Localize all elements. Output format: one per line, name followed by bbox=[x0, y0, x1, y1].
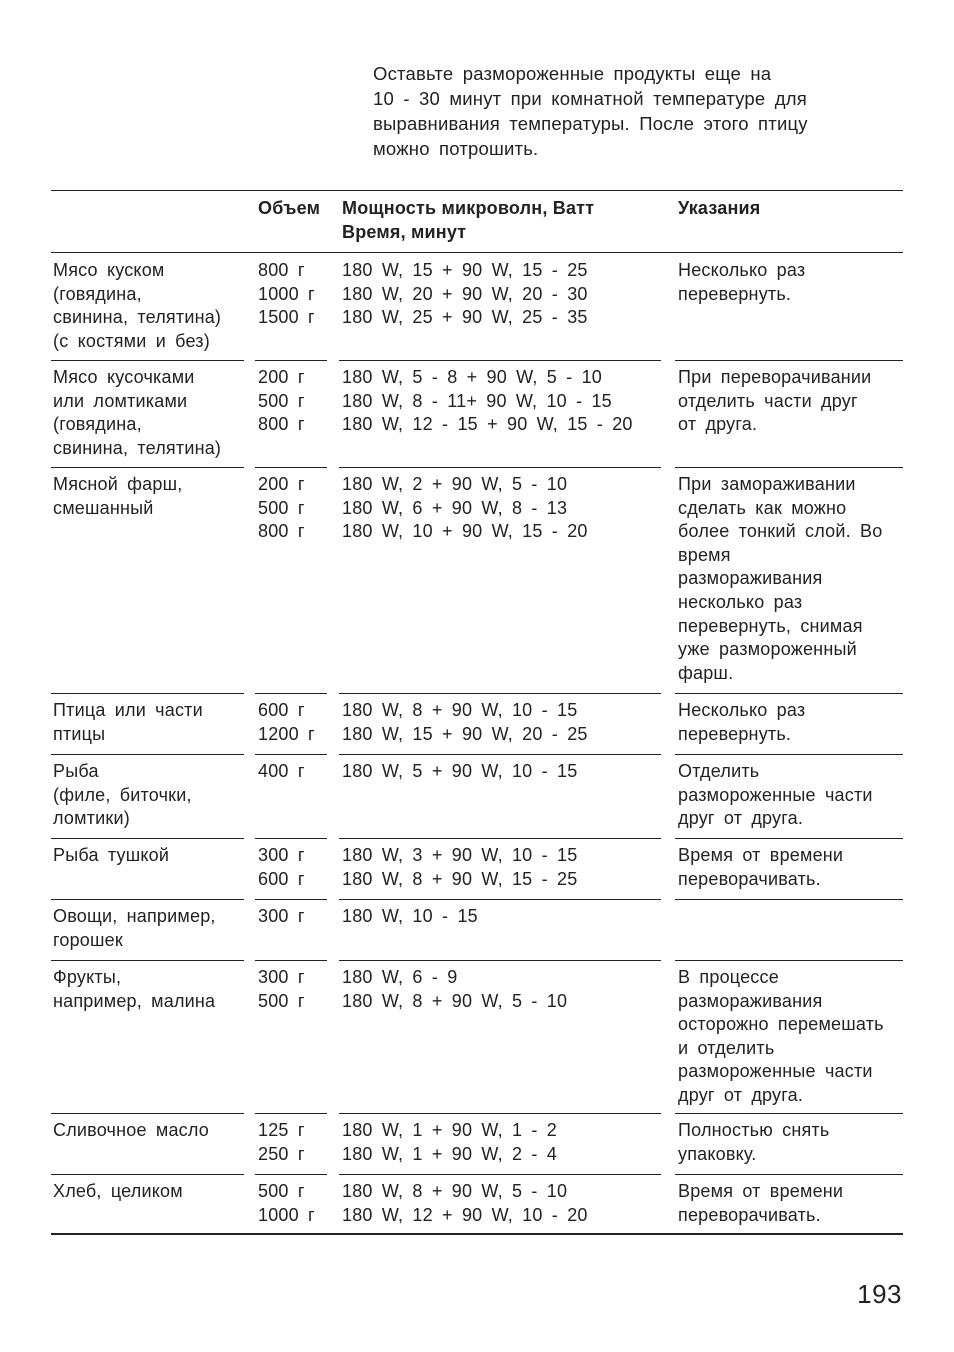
volume-line: 500 г bbox=[258, 497, 305, 518]
notes-line: В процессе bbox=[678, 967, 779, 987]
power-line: 180 W, 8 + 90 W, 15 - 25 bbox=[342, 868, 578, 889]
cell-volume bbox=[258, 760, 336, 784]
notes-line: Полностью снять bbox=[678, 1120, 830, 1140]
notes-line: При замораживании bbox=[678, 474, 856, 494]
cell-volume bbox=[258, 699, 336, 746]
cell-volume bbox=[258, 905, 336, 929]
power-line: 180 W, 3 + 90 W, 10 - 15 bbox=[342, 845, 578, 865]
cell-notes bbox=[678, 966, 903, 1108]
notes-line: Несколько раз bbox=[678, 700, 806, 720]
power-line: 180 W, 5 - 8 + 90 W, 5 - 10 bbox=[342, 367, 603, 387]
product-line: Фрукты, bbox=[53, 967, 122, 987]
notes-line: размораживания bbox=[678, 568, 823, 589]
volume-line: 500 г bbox=[258, 390, 305, 411]
cell-volume bbox=[258, 966, 336, 1013]
product-line: или ломтиками bbox=[53, 390, 188, 411]
cell-power bbox=[342, 259, 672, 330]
volume-line: 1500 г bbox=[258, 307, 315, 328]
power-line: 180 W, 5 + 90 W, 10 - 15 bbox=[342, 761, 578, 781]
intro-line: 10 - 30 минут при комнатной температуре для bbox=[373, 88, 807, 109]
table-body bbox=[51, 253, 903, 1233]
notes-line: отделить части друг bbox=[678, 390, 858, 411]
product-line: ломтики) bbox=[53, 808, 130, 829]
cell-power bbox=[342, 1119, 672, 1166]
volume-line: 500 г bbox=[258, 1181, 305, 1201]
notes-line: друг от друга. bbox=[678, 808, 804, 829]
notes-line: уже размороженный bbox=[678, 639, 857, 660]
volume-line: 125 г bbox=[258, 1120, 305, 1140]
table-row bbox=[51, 1174, 903, 1233]
volume-line: 200 г bbox=[258, 367, 305, 387]
product-line: (с костями и без) bbox=[53, 330, 210, 351]
cell-product bbox=[53, 905, 249, 952]
notes-line: размороженные части bbox=[678, 784, 873, 805]
product-line: Мясной фарш, bbox=[53, 474, 183, 494]
page-number: 193 bbox=[857, 1279, 902, 1309]
volume-line: 1000 г bbox=[258, 283, 315, 304]
volume-line: 1200 г bbox=[258, 723, 315, 744]
volume-line: 300 г bbox=[258, 906, 305, 926]
table-header-row bbox=[51, 191, 903, 253]
product-line: (филе, биточки, bbox=[53, 784, 192, 805]
power-line: 180 W, 1 + 90 W, 2 - 4 bbox=[342, 1143, 557, 1164]
product-line: смешанный bbox=[53, 497, 154, 518]
volume-line: 600 г bbox=[258, 700, 305, 720]
power-line: 180 W, 15 + 90 W, 15 - 25 bbox=[342, 260, 588, 280]
header-power-line1: Мощность микроволн, Ватт bbox=[342, 198, 595, 218]
intro-line: можно потрошить. bbox=[373, 138, 539, 159]
notes-line: сделать как можно bbox=[678, 497, 847, 518]
cell-product bbox=[53, 699, 249, 746]
notes-line: размороженные части bbox=[678, 1061, 873, 1082]
table-row bbox=[51, 899, 903, 960]
power-line: 180 W, 10 - 15 bbox=[342, 906, 478, 926]
product-line: Рыба тушкой bbox=[53, 845, 170, 865]
cell-product bbox=[53, 966, 249, 1013]
power-line: 180 W, 1 + 90 W, 1 - 2 bbox=[342, 1120, 557, 1140]
power-line: 180 W, 6 + 90 W, 8 - 13 bbox=[342, 497, 568, 518]
notes-line: упаковку. bbox=[678, 1143, 757, 1164]
volume-line: 200 г bbox=[258, 474, 305, 494]
cell-product bbox=[53, 844, 249, 868]
product-line: свинина, телятина) bbox=[53, 437, 222, 458]
header-volume: Объем bbox=[258, 198, 321, 218]
table-row bbox=[51, 754, 903, 838]
table-row bbox=[51, 360, 903, 467]
product-line: Рыба bbox=[53, 761, 99, 781]
cell-product bbox=[53, 366, 249, 460]
power-line: 180 W, 8 + 90 W, 5 - 10 bbox=[342, 1181, 568, 1201]
table-row bbox=[51, 693, 903, 754]
volume-line: 250 г bbox=[258, 1143, 305, 1164]
product-line: Мясо куском bbox=[53, 260, 165, 280]
notes-line: переворачивать. bbox=[678, 1204, 821, 1225]
notes-line: размораживания bbox=[678, 990, 823, 1011]
notes-line: перевернуть. bbox=[678, 723, 792, 744]
cell-volume bbox=[258, 259, 336, 330]
volume-line: 800 г bbox=[258, 521, 305, 542]
cell-volume bbox=[258, 1180, 336, 1227]
notes-line: перевернуть. bbox=[678, 283, 792, 304]
table-row bbox=[51, 838, 903, 899]
power-line: 180 W, 8 + 90 W, 10 - 15 bbox=[342, 700, 578, 720]
notes-line: время bbox=[678, 544, 731, 565]
cell-notes bbox=[678, 366, 903, 437]
notes-line: переворачивать. bbox=[678, 868, 821, 889]
power-line: 180 W, 6 - 9 bbox=[342, 967, 458, 987]
cell-notes bbox=[678, 699, 903, 746]
notes-line: от друга. bbox=[678, 414, 758, 435]
power-line: 180 W, 8 + 90 W, 5 - 10 bbox=[342, 990, 568, 1011]
header-power-line2: Время, минут bbox=[342, 221, 467, 242]
intro-line: Оставьте размороженные продукты еще на bbox=[373, 63, 772, 84]
notes-line: осторожно перемешать bbox=[678, 1014, 884, 1035]
cell-notes bbox=[678, 473, 903, 685]
product-line: горошек bbox=[53, 929, 123, 950]
cell-volume bbox=[258, 366, 336, 437]
table-row bbox=[51, 1113, 903, 1174]
volume-line: 600 г bbox=[258, 868, 305, 889]
cell-volume bbox=[258, 473, 336, 544]
notes-line: друг от друга. bbox=[678, 1084, 804, 1105]
header-notes: Указания bbox=[678, 198, 761, 218]
cell-product bbox=[53, 473, 249, 520]
volume-line: 800 г bbox=[258, 414, 305, 435]
cell-power bbox=[342, 1180, 672, 1227]
cell-product bbox=[53, 1119, 249, 1143]
cell-notes bbox=[678, 259, 903, 306]
product-line: Сливочное масло bbox=[53, 1120, 209, 1140]
cell-product bbox=[53, 1180, 249, 1204]
cell-power bbox=[342, 760, 672, 784]
cell-power bbox=[342, 699, 672, 746]
cell-product bbox=[53, 259, 249, 353]
cell-power bbox=[342, 844, 672, 891]
header-power bbox=[342, 197, 672, 244]
notes-line: более тонкий слой. Во bbox=[678, 521, 883, 542]
intro-paragraph bbox=[373, 61, 865, 161]
cell-volume bbox=[258, 844, 336, 891]
power-line: 180 W, 8 - 11+ 90 W, 10 - 15 bbox=[342, 390, 612, 411]
notes-line: несколько раз bbox=[678, 591, 803, 612]
product-line: Овощи, например, bbox=[53, 906, 216, 926]
power-line: 180 W, 2 + 90 W, 5 - 10 bbox=[342, 474, 568, 494]
volume-line: 300 г bbox=[258, 967, 305, 987]
notes-line: фарш. bbox=[678, 662, 734, 683]
power-line: 180 W, 25 + 90 W, 25 - 35 bbox=[342, 307, 588, 328]
notes-line: Несколько раз bbox=[678, 260, 806, 280]
intro-line: выравнивания температуры. После этого птицу bbox=[373, 113, 808, 134]
cell-notes bbox=[678, 1180, 903, 1227]
table-row bbox=[51, 253, 903, 360]
cell-power bbox=[342, 366, 672, 437]
cell-notes bbox=[678, 844, 903, 891]
notes-line: перевернуть, снимая bbox=[678, 615, 863, 636]
volume-line: 500 г bbox=[258, 990, 305, 1011]
notes-line: Отделить bbox=[678, 761, 760, 781]
cell-notes bbox=[678, 760, 903, 831]
notes-line: Время от времени bbox=[678, 845, 844, 865]
product-line: свинина, телятина) bbox=[53, 307, 222, 328]
cell-product bbox=[53, 760, 249, 831]
power-line: 180 W, 10 + 90 W, 15 - 20 bbox=[342, 521, 588, 542]
cell-power bbox=[342, 966, 672, 1013]
product-line: например, малина bbox=[53, 990, 216, 1011]
cell-volume bbox=[258, 1119, 336, 1166]
power-line: 180 W, 20 + 90 W, 20 - 30 bbox=[342, 283, 588, 304]
table-row bbox=[51, 960, 903, 1113]
cell-notes bbox=[678, 1119, 903, 1166]
product-line: Птица или части bbox=[53, 700, 203, 720]
product-line: Хлеб, целиком bbox=[53, 1181, 183, 1201]
power-line: 180 W, 12 - 15 + 90 W, 15 - 20 bbox=[342, 414, 633, 435]
notes-line: Время от времени bbox=[678, 1181, 844, 1201]
cell-power bbox=[342, 473, 672, 544]
defrost-table bbox=[51, 190, 903, 1235]
cell-power bbox=[342, 905, 672, 929]
notes-line: При переворачивании bbox=[678, 367, 872, 387]
product-line: (говядина, bbox=[53, 283, 142, 304]
volume-line: 800 г bbox=[258, 260, 305, 280]
product-line: Мясо кусочками bbox=[53, 367, 195, 387]
power-line: 180 W, 15 + 90 W, 20 - 25 bbox=[342, 723, 588, 744]
table-row bbox=[51, 467, 903, 693]
power-line: 180 W, 12 + 90 W, 10 - 20 bbox=[342, 1204, 588, 1225]
product-line: птицы bbox=[53, 723, 106, 744]
volume-line: 300 г bbox=[258, 845, 305, 865]
notes-line: и отделить bbox=[678, 1037, 775, 1058]
volume-line: 400 г bbox=[258, 761, 305, 781]
product-line: (говядина, bbox=[53, 414, 142, 435]
volume-line: 1000 г bbox=[258, 1204, 315, 1225]
